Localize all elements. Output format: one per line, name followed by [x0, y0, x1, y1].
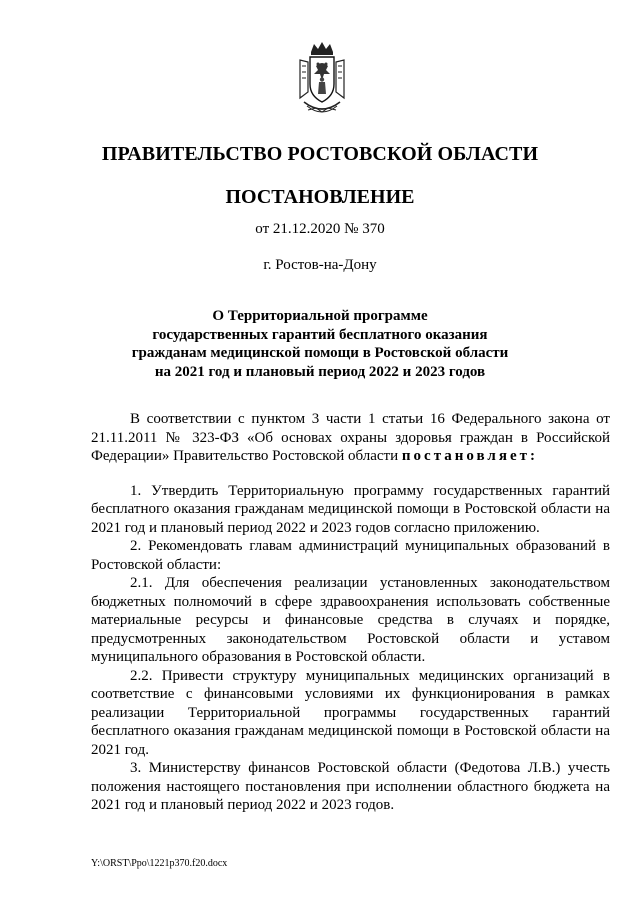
subject-line: на 2021 год и плановый период 2022 и 2023 годов: [154, 363, 486, 380]
document-subject: [0, 307, 640, 381]
item-2-paragraph: 2. Рекомендовать главам администраций муниципальных образований в Ростовской области:: [91, 538, 610, 573]
government-title: ПРАВИТЕЛЬСТВО РОСТОВСКОЙ ОБЛАСТИ: [101, 143, 539, 165]
rostov-oblast-coat-of-arms-icon: [296, 40, 348, 118]
resolve-word: постановляет:: [401, 448, 538, 464]
preamble-paragraph: [91, 410, 610, 466]
document-date-number: от 21.12.2020 № 370: [255, 221, 385, 237]
subject-line: гражданам медицинской помощи в Ростовской области: [131, 345, 509, 361]
item-1-paragraph: 1. Утвердить Территориальную программу государственных гарантий бесплатного оказания гражданам медицинской помощи в Ростовской области на 2021 год и плановый период 2022 и 2023 годов согласно приложению.: [91, 482, 610, 536]
item-3-paragraph: 3. Министерству финансов Ростовской области (Федотова Л.В.) учесть положения настоящего постановления при исполнении областного бюджета на 2021 год и плановый период 2022 и 2023 годов.: [91, 760, 610, 813]
document-type: ПОСТАНОВЛЕНИЕ: [225, 186, 415, 208]
item-2-2-paragraph: 2.2. Привести структуру муниципальных медицинских организаций в соответствие с финансовыми условиями их функционирования в рамках реализации Территориальной программы государственных гарантий бесплатного оказания гражданам медицинской помощи в Ростовской области на 2021 год.: [91, 667, 610, 758]
footer-file-path: Y:\ORST\Ppo\1221p370.f20.docx: [91, 858, 228, 869]
document-body: [91, 410, 610, 815]
item-2-1-paragraph: 2.1. Для обеспечения реализации установленных законодательством бюджетных полномочий в сфере здравоохранения использовать собственные материальные ресурсы и финансовые средства в случаях и порядке, предусмотренных законодательством Ростовской области и уставом муниципального образования в Ростовской области.: [91, 575, 610, 665]
preamble-text: В соответствии с пунктом 3 части 1 статьи 16 Федерального закона от 21.11.2011 № 323-ФЗ «Об основах охраны здоровья граждан в Российской Федерации» Правительство Ростовской области: [91, 411, 610, 464]
document-city: г. Ростов-на-Дону: [263, 257, 377, 273]
subject-line: государственных гарантий бесплатного оказания: [152, 326, 488, 343]
subject-line: О Территориальной программе: [212, 308, 428, 324]
